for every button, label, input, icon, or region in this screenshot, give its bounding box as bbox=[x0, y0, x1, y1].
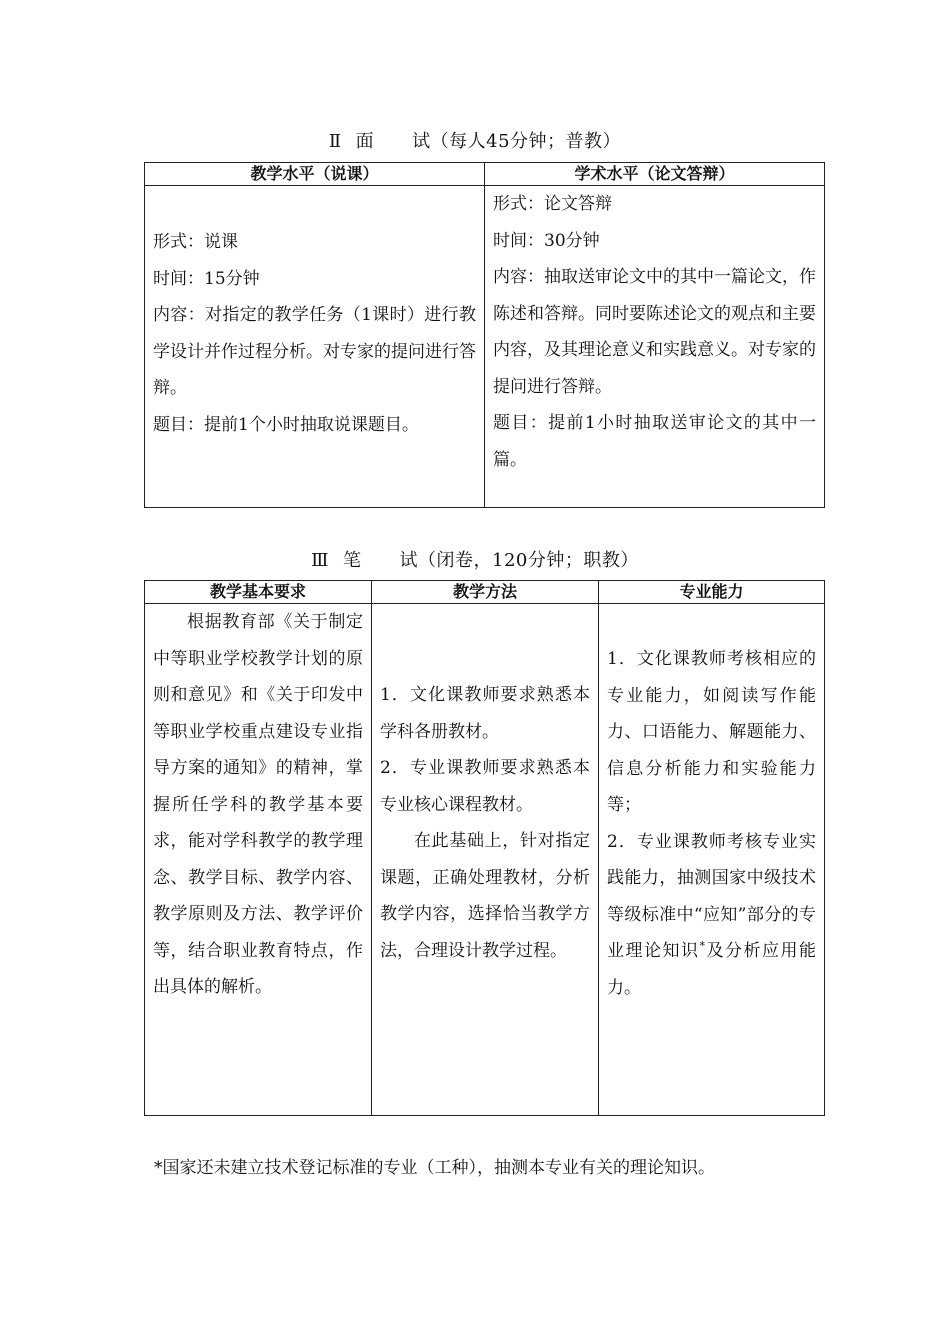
section-3-title-char: 笔 bbox=[343, 550, 362, 571]
section-2-title-char: 面 bbox=[355, 131, 375, 152]
right-time: 时间：30分钟 bbox=[493, 230, 600, 251]
basic-requirements-cell bbox=[145, 604, 372, 1116]
section-3-title bbox=[0, 546, 950, 572]
teaching-method-cell bbox=[372, 604, 599, 1116]
section-2-numeral: Ⅱ bbox=[328, 131, 342, 152]
section-2-title-rest: 试（每人45分钟；普教） bbox=[412, 131, 622, 152]
professional-ability-cell bbox=[599, 604, 825, 1116]
footnote-marker: * bbox=[699, 939, 705, 953]
column-header-professional-ability: 专业能力 bbox=[599, 581, 825, 604]
column-header-basic-requirements: 教学基本要求 bbox=[145, 581, 372, 604]
basic-requirements-text: 根据教育部《关于制定中等职业学校教学计划的原则和意见》和《关于印发中等职业学校重点建设专业指导方案的通知》的精神，掌握所任学科的教学基本要求，能对学科教学的教学理念、教学目标、教学内容、教学原则及方法、教学评价等，结合职业教育特点，作出具体的解析。 bbox=[153, 612, 363, 997]
right-topic: 题目：提前1小时抽取送审论文的其中一篇。 bbox=[493, 413, 816, 470]
right-form: 形式：论文答辩 bbox=[493, 194, 612, 214]
right-content: 内容：抽取送审论文中的其中一篇论文，作陈述和答辩。同时要陈述论文的观点和主要内容，及其理论意义和实践意义。对专家的提问进行答辩。 bbox=[493, 267, 816, 397]
column-header-teaching-level: 教学水平（说课） bbox=[145, 163, 485, 186]
written-exam-table bbox=[144, 580, 825, 1116]
method-item-2: 2．专业课教师要求熟悉本专业核心课程教材。 bbox=[380, 758, 590, 815]
left-time: 时间：15分钟 bbox=[153, 268, 260, 289]
teaching-level-cell bbox=[145, 186, 485, 508]
ability-item-2-tail: 及分析应用能力。 bbox=[607, 941, 816, 998]
left-form: 形式：说课 bbox=[153, 232, 238, 252]
ability-item-1: 1．文化课教师考核相应的专业能力，如阅读写作能力、口语能力、解题能力、信息分析能力和实验能力等； bbox=[607, 649, 816, 815]
method-item-1: 1．文化课教师要求熟悉本学科各册教材。 bbox=[380, 685, 590, 742]
academic-level-cell bbox=[485, 186, 825, 508]
left-topic: 题目：提前1个小时抽取说课题目。 bbox=[153, 414, 419, 435]
section-3-title-rest: 试（闭卷，120分钟；职教） bbox=[399, 550, 639, 571]
interview-table bbox=[144, 162, 825, 508]
section-2-title bbox=[0, 127, 950, 153]
method-paragraph: 在此基础上，针对指定课题，正确处理教材，分析教学内容，选择恰当教学方法，合理设计教学过程。 bbox=[380, 831, 590, 961]
ability-item-2-text: 2．专业课教师考核专业实践能力，抽测国家中级技术等级标准中“应知”部分的专业理论知识 bbox=[607, 831, 816, 961]
footnote: *国家还未建立技术登记标准的专业（工种），抽测本专业有关的理论知识。 bbox=[154, 1158, 715, 1178]
ability-item-2 bbox=[607, 824, 816, 1007]
left-content: 内容：对指定的教学任务（1课时）进行教学设计并作过程分析。对专家的提问进行答辩。 bbox=[153, 305, 476, 398]
section-3-numeral: Ⅲ bbox=[311, 550, 329, 571]
column-header-academic-level: 学术水平（论文答辩） bbox=[485, 163, 825, 186]
column-header-teaching-method: 教学方法 bbox=[372, 581, 599, 604]
